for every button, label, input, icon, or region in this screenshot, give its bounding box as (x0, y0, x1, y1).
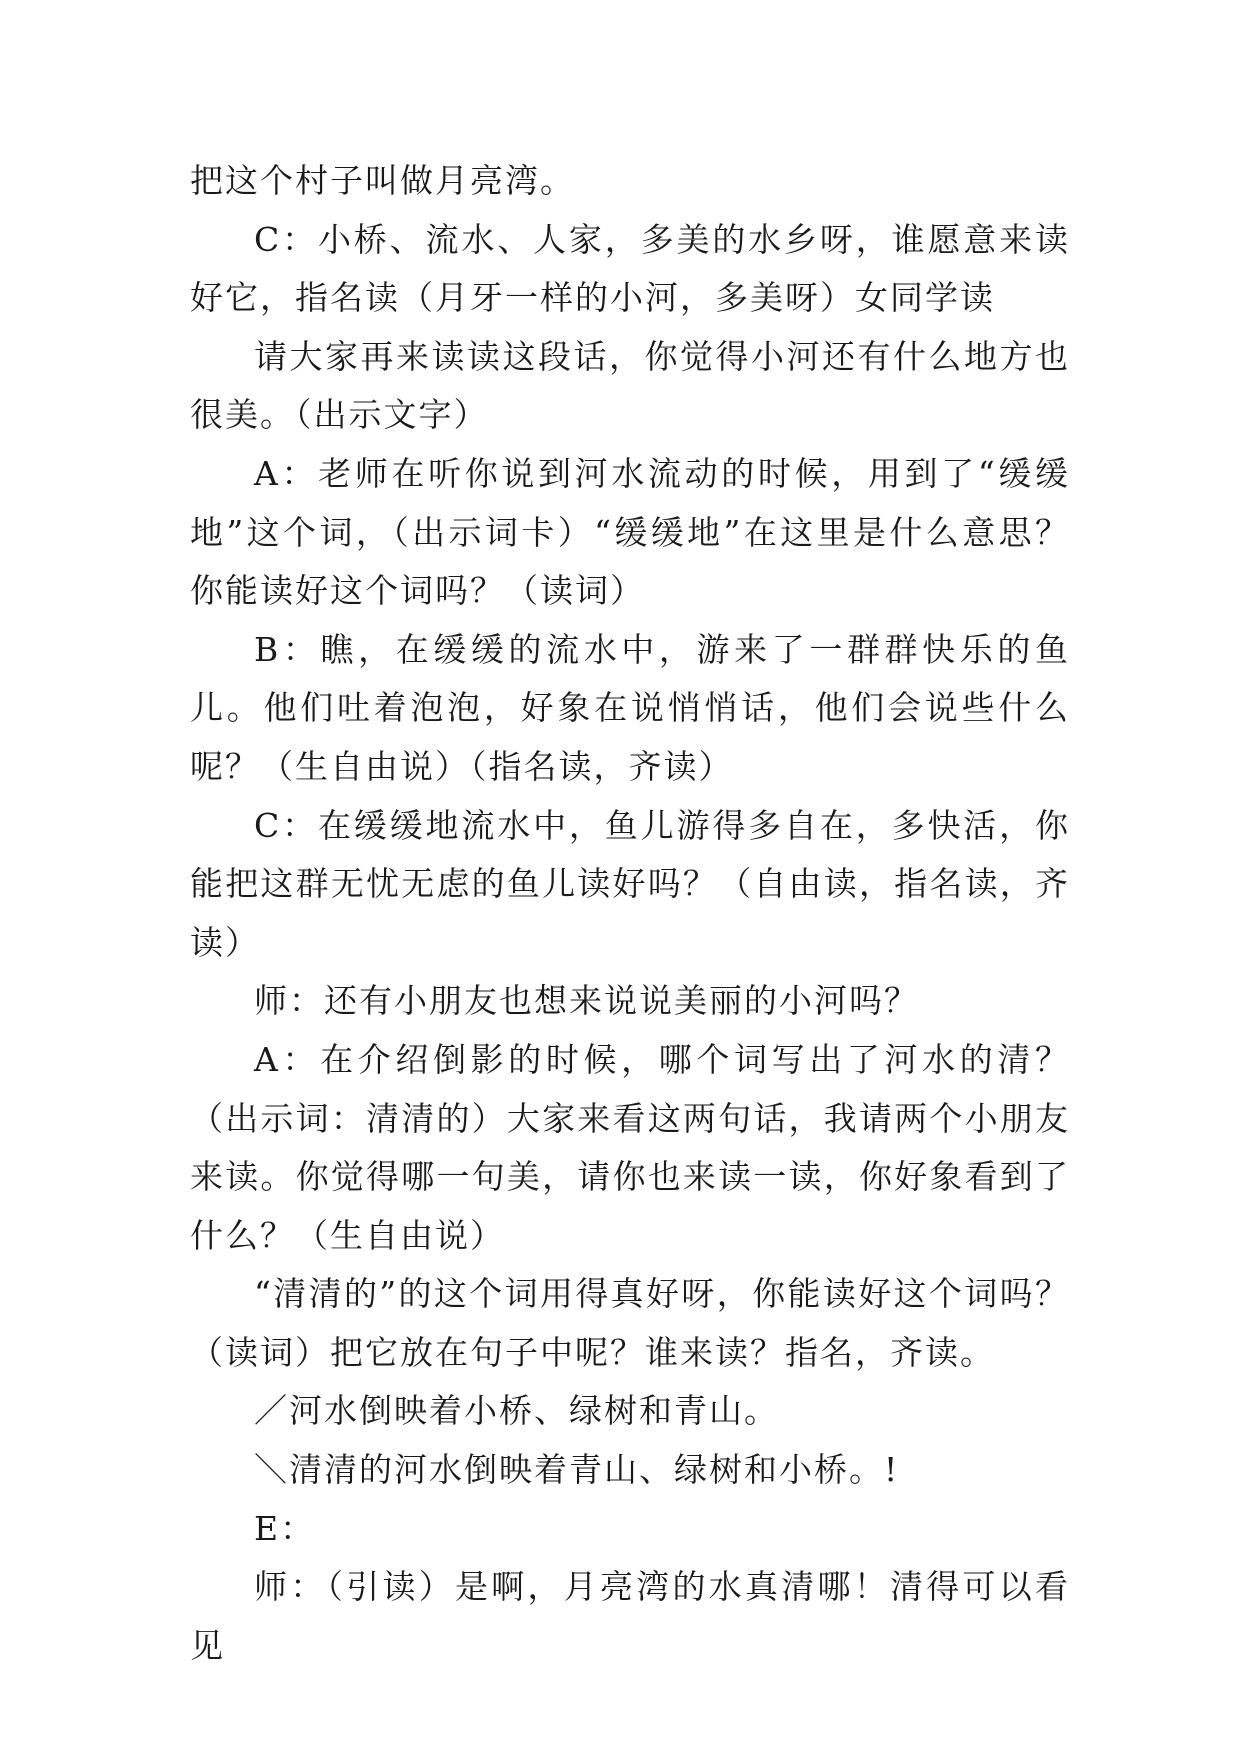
paragraph-5: B：瞧，在缓缓的流水中，游来了一群群快乐的鱼儿。他们吐着泡泡，好象在说悄悄话，他们会说些什么呢？（生自由说）（指名读，齐读） (190, 629, 1070, 786)
document-body (190, 152, 1070, 1675)
paragraph-11: ＼清清的河水倒映着青山、绿树和小桥。! (254, 1450, 900, 1490)
paragraph-10: ／河水倒映着小桥、绿树和青山。 (254, 1391, 779, 1431)
paragraph-12: E： (254, 1508, 316, 1548)
paragraph-13: 师：（引读）是啊，月亮湾的水真清哪！清得可以看见 (190, 1567, 1070, 1665)
paragraph-1: 把这个村子叫做月亮湾。 (190, 161, 575, 200)
paragraph-2: C：小桥、流水、人家，多美的水乡呀，谁愿意来读好它，指名读（月牙一样的小河，多美呀）女同学读 (190, 219, 1070, 318)
paragraph-4: A：老师在听你说到河水流动的时候，用到了“缓缓地”这个词，（出示词卡）“缓缓地”在这里是什么意思？你能读好这个词吗？（读词） (190, 453, 1070, 611)
paragraph-7: 师：还有小朋友也想来说说美丽的小河吗？ (254, 981, 919, 1021)
paragraph-9: “清清的”的这个词用得真好呀，你能读好这个词吗？（读词）把它放在句子中呢？谁来读？指名，齐读。 (190, 1274, 1070, 1372)
paragraph-3: 请大家再来读读这段话，你觉得小河还有什么地方也很美。（出示文字） (190, 336, 1070, 435)
paragraph-8: A：在介绍倒影的时候，哪个词写出了河水的清？（出示词：清清的）大家来看这两句话，我请两个小朋友来读。你觉得哪一句美，请你也来读一读，你好象看到了什么？（生自由说） (190, 1039, 1070, 1255)
paragraph-6: C：在缓缓地流水中，鱼儿游得多自在，多快活，你能把这群无忧无虑的鱼儿读好吗？（自由读，指名读，齐读） (190, 805, 1070, 962)
